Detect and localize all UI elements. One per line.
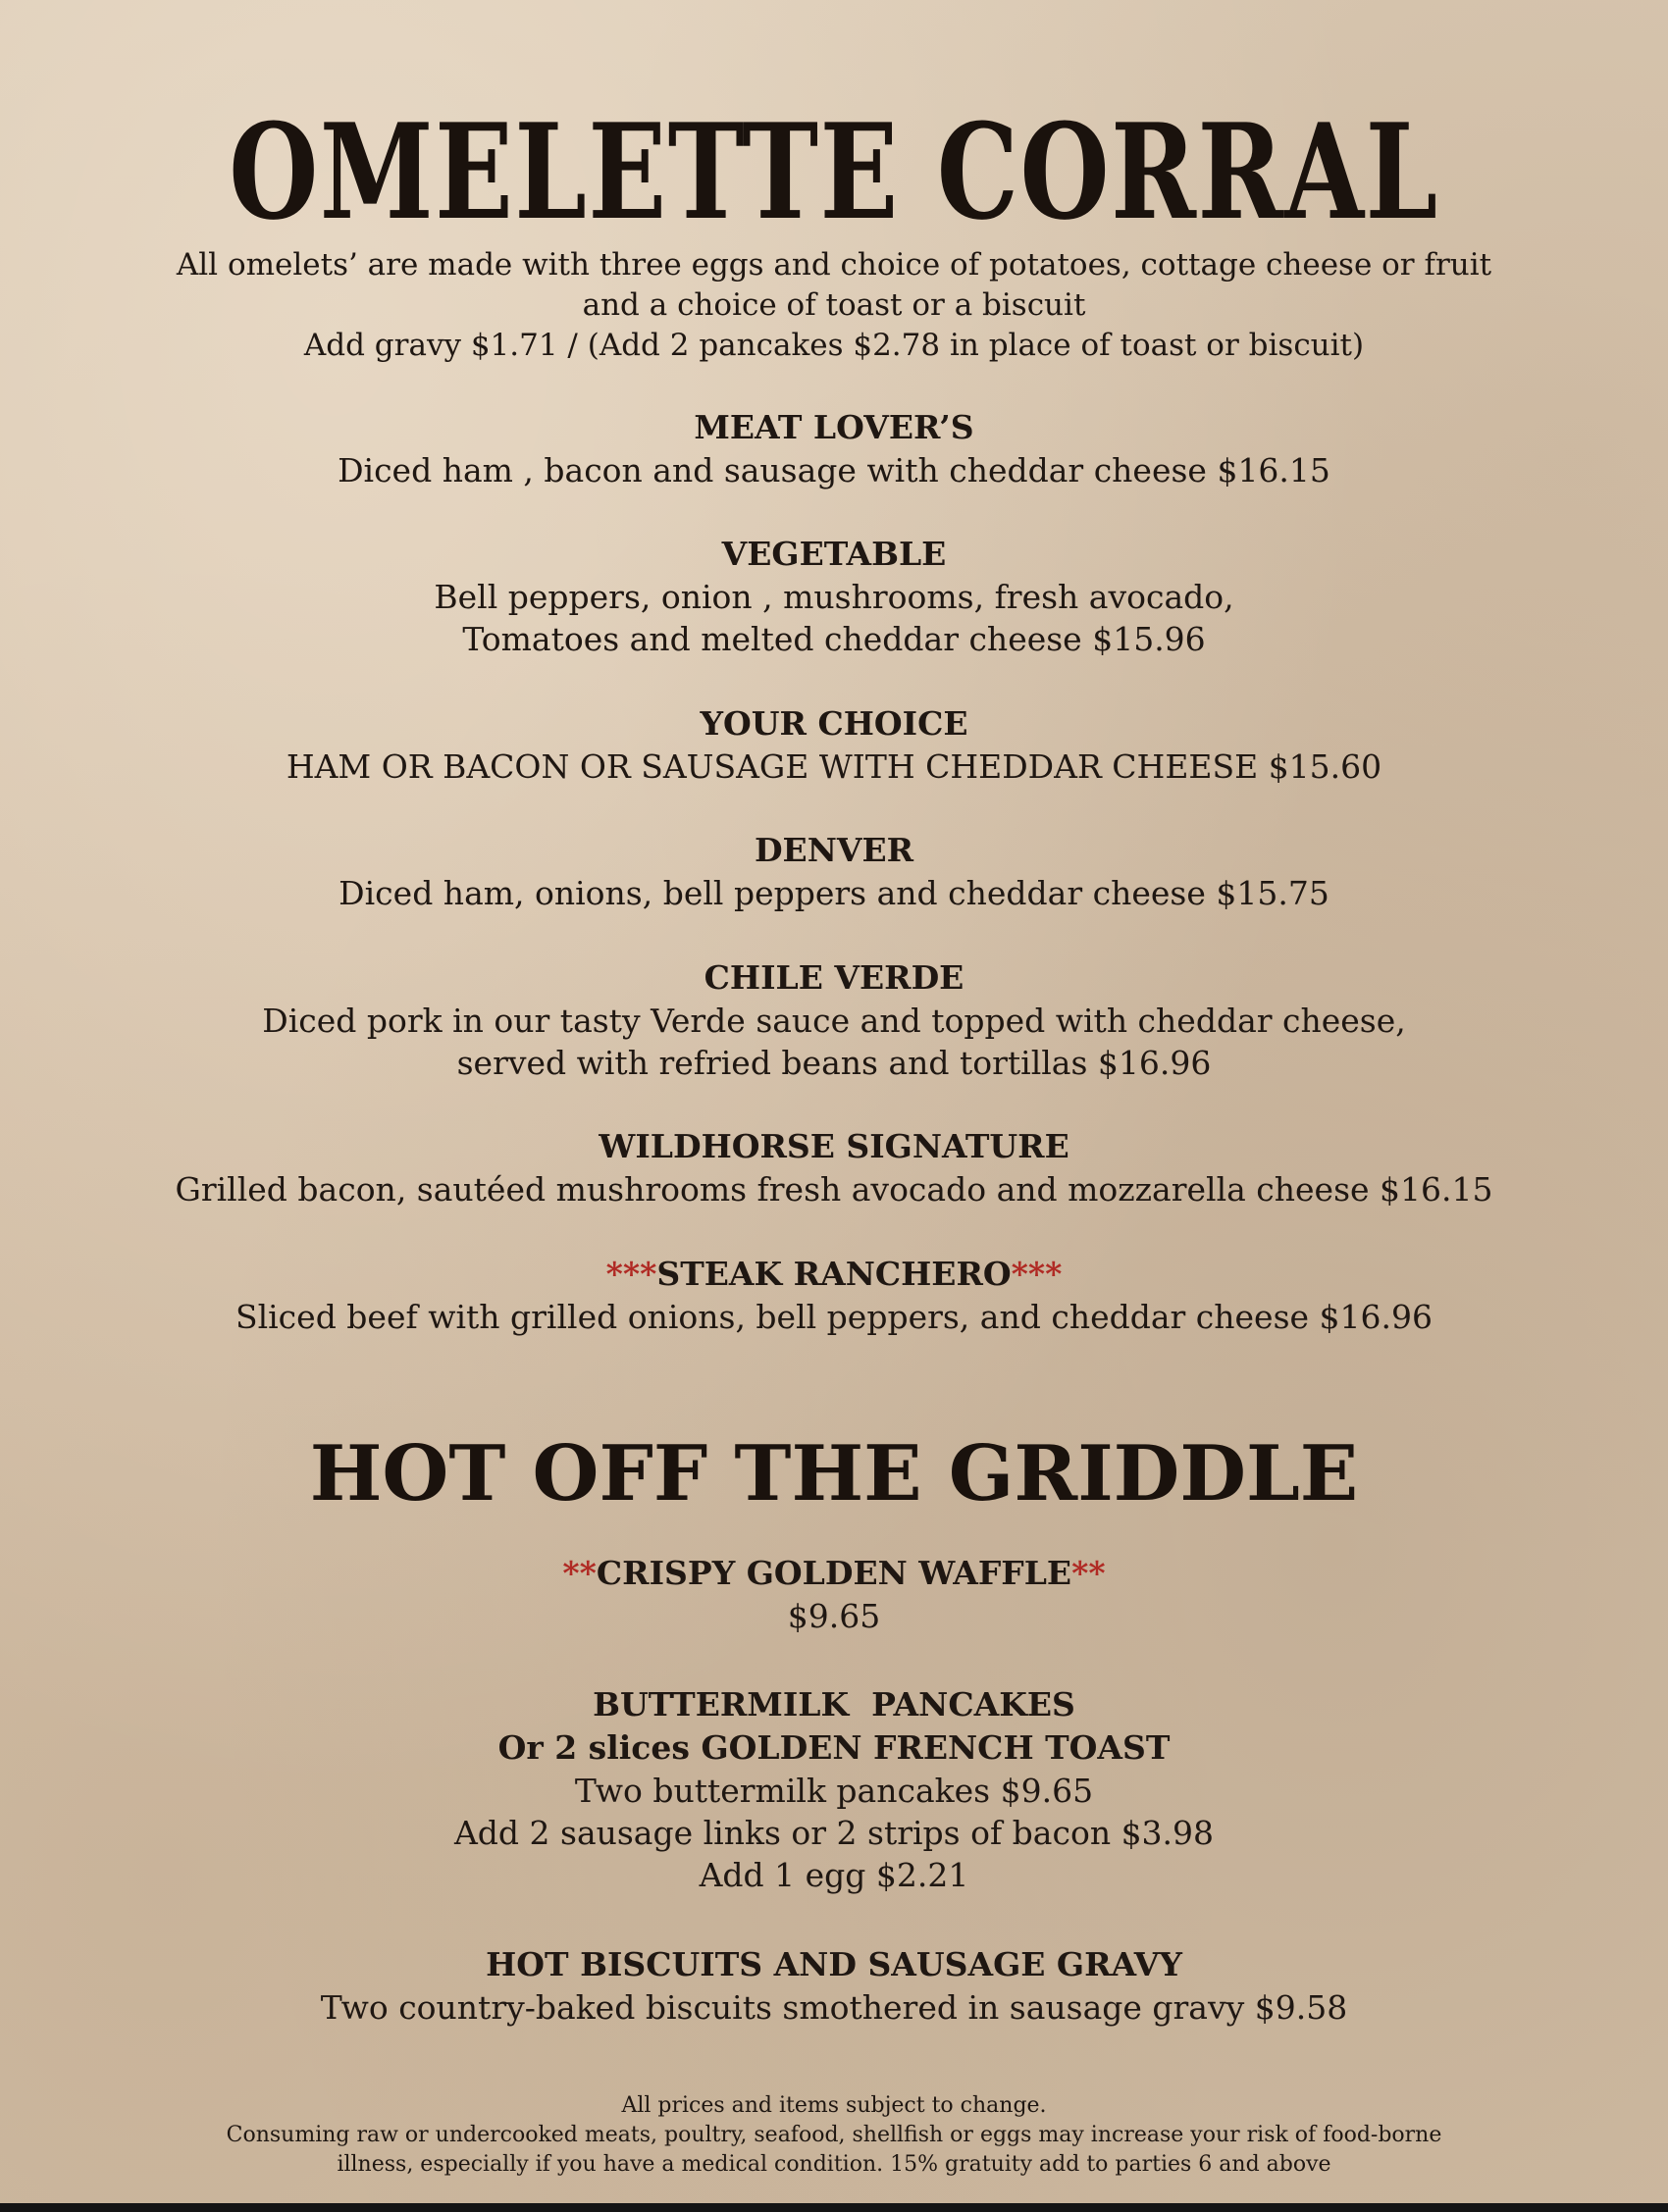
star-marker: ***: [605, 1255, 657, 1293]
item-description: Tomatoes and melted cheddar cheese $15.96: [462, 620, 1206, 658]
menu-item-wildhorse-signature: [0, 1125, 1668, 1210]
item-name: DENVER: [754, 831, 914, 869]
intro-line: Add gravy $1.71 / (Add 2 pancakes $2.78 in place of toast or biscuit): [303, 328, 1365, 363]
menu-item-buttermilk-pancakes: [0, 1683, 1668, 1896]
item-price: $9.65: [787, 1597, 881, 1635]
menu-item-steak-ranchero: [0, 1253, 1668, 1338]
item-description: Sliced beef with grilled onions, bell peppers, and cheddar cheese $16.96: [235, 1298, 1433, 1336]
item-description: Add 2 sausage links or 2 strips of bacon $3.98: [453, 1814, 1215, 1852]
item-name: YOUR CHOICE: [700, 704, 968, 743]
menu-item-chile-verde: [0, 956, 1668, 1084]
item-description: Bell peppers, onion , mushrooms, fresh avocado,: [434, 578, 1234, 616]
intro-line: and a choice of toast or a biscuit: [582, 287, 1086, 323]
menu-disclaimer: [0, 2091, 1668, 2180]
menu-item-hot-biscuits-gravy: [0, 1943, 1668, 2029]
menu-item-crispy-golden-waffle: [0, 1552, 1668, 1637]
menu-item-vegetable: [0, 533, 1668, 660]
item-name: CRISPY GOLDEN WAFFLE: [596, 1554, 1072, 1592]
item-description: Add 1 egg $2.21: [699, 1856, 969, 1894]
bottom-border: [0, 2203, 1668, 2212]
star-marker: ***: [1011, 1255, 1063, 1293]
star-marker: **: [1071, 1554, 1106, 1592]
item-name-row: [0, 1552, 1668, 1595]
item-name: MEAT LOVER’S: [694, 408, 974, 446]
item-description: served with refried beans and tortillas $16.96: [456, 1044, 1212, 1082]
omelette-intro: [0, 245, 1668, 366]
disclaimer-line: Consuming raw or undercooked meats, poultry, seafood, shellfish or eggs may increase your risk of food-borne: [226, 2123, 1442, 2147]
intro-line: All omelets’ are made with three eggs and choice of potatoes, cottage cheese or fruit: [176, 247, 1492, 283]
disclaimer-line: illness, especially if you have a medical condition. 15% gratuity add to parties 6 and above: [337, 2152, 1331, 2177]
star-marker: **: [562, 1554, 597, 1592]
disclaimer-line: All prices and items subject to change.: [621, 2093, 1047, 2118]
item-name-secondary: Or 2 slices GOLDEN FRENCH TOAST: [497, 1728, 1171, 1767]
menu-item-meat-lovers: [0, 406, 1668, 491]
item-description: HAM OR BACON OR SAUSAGE WITH CHEDDAR CHEESE $15.60: [286, 747, 1382, 786]
item-name: STEAK RANCHERO: [656, 1255, 1012, 1293]
item-name: WILDHORSE SIGNATURE: [599, 1127, 1069, 1165]
item-name: VEGETABLE: [721, 535, 947, 573]
hot-off-the-griddle-title: HOT OFF THE GRIDDLE: [309, 1429, 1359, 1518]
item-description: Diced pork in our tasty Verde sauce and topped with cheddar cheese,: [262, 1002, 1406, 1040]
menu-item-your-choice: [0, 702, 1668, 788]
item-name-row: [0, 1253, 1668, 1296]
item-description: Grilled bacon, sautéed mushrooms fresh avocado and mozzarella cheese $16.15: [175, 1170, 1493, 1209]
item-name: HOT BISCUITS AND SAUSAGE GRAVY: [486, 1945, 1182, 1983]
item-description: Two buttermilk pancakes $9.65: [574, 1772, 1094, 1810]
item-name: BUTTERMILK PANCAKES: [593, 1685, 1075, 1723]
omelette-corral-title: OMELETTE CORRAL: [229, 94, 1439, 249]
item-name: CHILE VERDE: [704, 958, 964, 997]
item-description: Two country-baked biscuits smothered in sausage gravy $9.58: [320, 1988, 1348, 2027]
item-description: Diced ham , bacon and sausage with cheddar cheese $16.15: [338, 451, 1330, 489]
item-description: Diced ham, onions, bell peppers and cheddar cheese $15.75: [339, 874, 1329, 912]
menu-item-denver: [0, 829, 1668, 914]
